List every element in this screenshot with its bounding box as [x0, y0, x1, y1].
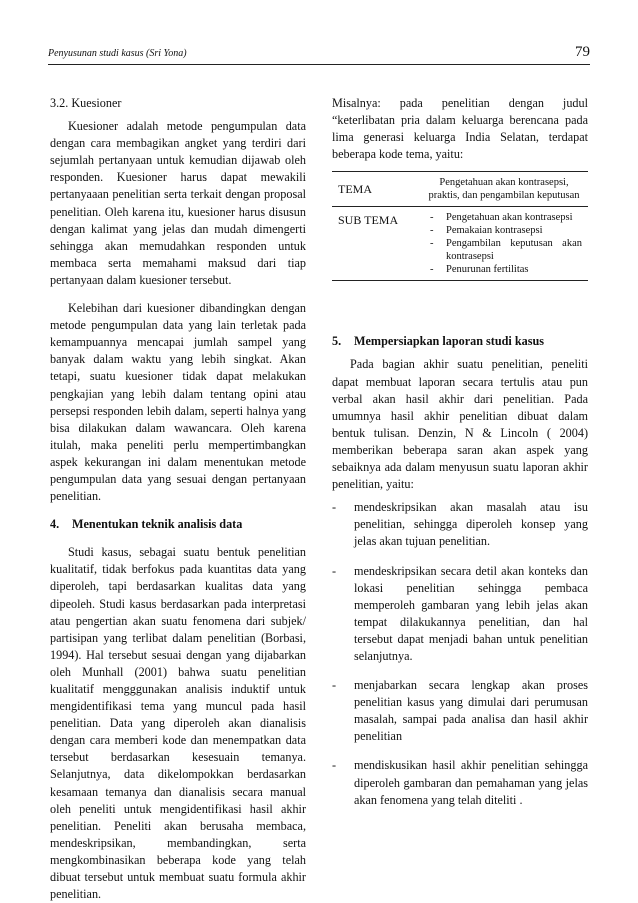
theme-label: TEMA: [332, 172, 420, 207]
section-title: Mempersiapkan laporan studi kasus: [354, 334, 544, 349]
section-heading-4: [50, 516, 306, 533]
running-title: Penyusunan studi kasus (Sri Yona): [48, 48, 187, 59]
paragraph-analysis: Studi kasus, sebagai suatu bentuk penelitian kualitatif, tidak berfokus pada kuantitas data yang diperoleh, tapi berdasarkan kualitas data yang dipeoleh. Studi kasus berdasarkan pada interpretasi atau pengertian akan suatu fenomena dari subjek/ partisipan yang terlibat dalam penelitian (Borbasi, 1994). Hal tersebut sesuai dengan yang dijabarkan oleh Munhall (2001) bahwa suatu penelitian kualitatif mengggunakan analisis induktif untuk mengidentifikasi tema yang muncul pada hasil penelitian. Data yang diperoleh akan dianalisis dengan cara memberi kode dan menempatkan data tersebut berdasarkan kesesuain temanya. Selanjutnya, data dikelompokkan berdasarkan kesamaan temanya dan dianalisis secara manual oleh peneliti untuk mengidentifikasi hasil akhir penelitian. Peneliti akan berusaha membaca, mendeskripsikan, membandingkan, serta mengkombinasikan beberapa kode yang telah dibuat tersebut untuk membuat suatu formula akhir penelitian.: [50, 545, 306, 902]
subtheme-row: [332, 207, 588, 281]
list-item: - Pengambilan keputusan akan kontrasepsi: [430, 238, 582, 263]
page-header: [48, 44, 590, 65]
subtheme-list: [426, 211, 582, 276]
list-item: - Pemakaian kontrasepsi: [430, 225, 543, 237]
paragraph-kuesioner-advantages: Kelebihan dari kuesioner dibandingkan dengan metode pengumpulan data yang lain terletak pada kemampuannya mencapai jumlah sampel yang banyak dalam waktu yang lebih singkat. Akan tetapi, suatu kuesioner tidak dapat melakukan pengkajian yang lebih dalam tentang opini atau persepsi responden lebih dalam, seperti halnya yang bisa dilakukan dalam wawancara. Oleh karena itulah, maka peneliti perlu mempertimbangkan aspek kekurangan ini dalam menentukan metode pengumpulan data yang sesuai dengan pertanyaan penelitian.: [50, 301, 306, 504]
paragraph-report-intro: Pada bagian akhir suatu penelitian, peneliti dapat membuat laporan secara tertulis atau pun verbal akan hasil akhir dari penelitian. Pada umumnya hasil akhir penelitian dibuat dalam bentuk tulisan. Denzin, N & Lincoln ( 2004) memberikan beberapa saran akan aspek yang sebaiknya ada dalam menyusun suatu laporan akhir penelitian, yaitu:: [332, 357, 588, 492]
section-heading-5: [332, 333, 588, 350]
theme-row: [332, 172, 588, 207]
right-column: [332, 95, 588, 821]
list-item: - menjabarkan secara lengkap akan proses penelitian kasus yang dimulai dari perumusan masalah, sampai pada analisa dan hasil akhir penelitian: [332, 678, 588, 744]
section-number: 5.: [332, 334, 342, 349]
paragraph-kuesioner-definition: Kuesioner adalah metode pengumpulan data dengan cara membagikan angket yang terdiri dari sejumlah pertanyaan untuk kemudian dijawab oleh responden. Kuesioner harus dapat mewakili pertanyaaan penelitian serta terkait dengan proposal penelitian. Oleh karena itu, kuesioner harus disusun dengan kalimat yang jelas dan mudah dimengerti sehingga akan memudahkan responden untuk membaca serta memahami maksud dari tiap pertanyaan dalam kuesioner tersebut.: [50, 119, 306, 287]
report-aspects-list: [332, 499, 588, 809]
theme-value: Pengetahuan akan kontrasepsi, praktis, dan pengambilan keputusan: [420, 172, 588, 207]
subtheme-label: SUB TEMA: [332, 207, 420, 281]
theme-table: [332, 171, 588, 281]
page-number: 79: [575, 44, 590, 60]
paragraph-example-intro: Misalnya: pada penelitian dengan judul “keterlibatan pria dalam keluarga berencana pada lima generasi keluarga India Selatan, terdapat beberapa kode tema, yaitu:: [332, 96, 588, 162]
list-item: - mendiskusikan hasil akhir penelitian sehingga diperoleh gambaran dan pemahaman yang jelas akan fenomena yang telah diteliti .: [332, 758, 588, 807]
left-column: [50, 95, 306, 903]
list-item: - mendeskripsikan akan masalah atau isu penelitian, sehingga diperoleh konsep yang jelas akan tujuan penelitian.: [332, 500, 588, 549]
section-number: 4.: [50, 517, 60, 532]
section-title: Menentukan teknik analisis data: [72, 517, 243, 532]
list-item: - Pengetahuan akan kontrasepsi: [430, 212, 573, 224]
subsection-heading-kuesioner: 3.2. Kuesioner: [50, 96, 122, 110]
list-item: - Penurunan fertilitas: [430, 264, 529, 276]
list-item: - mendeskripsikan secara detil akan konteks dan lokasi penelitian sehingga pembaca memperoleh gambaran yang lebih jelas akan tempat dilakukannya penelitian, dan hal tersebut dapat menjadi bahan untuk penelitian selanjutnya.: [332, 563, 588, 663]
